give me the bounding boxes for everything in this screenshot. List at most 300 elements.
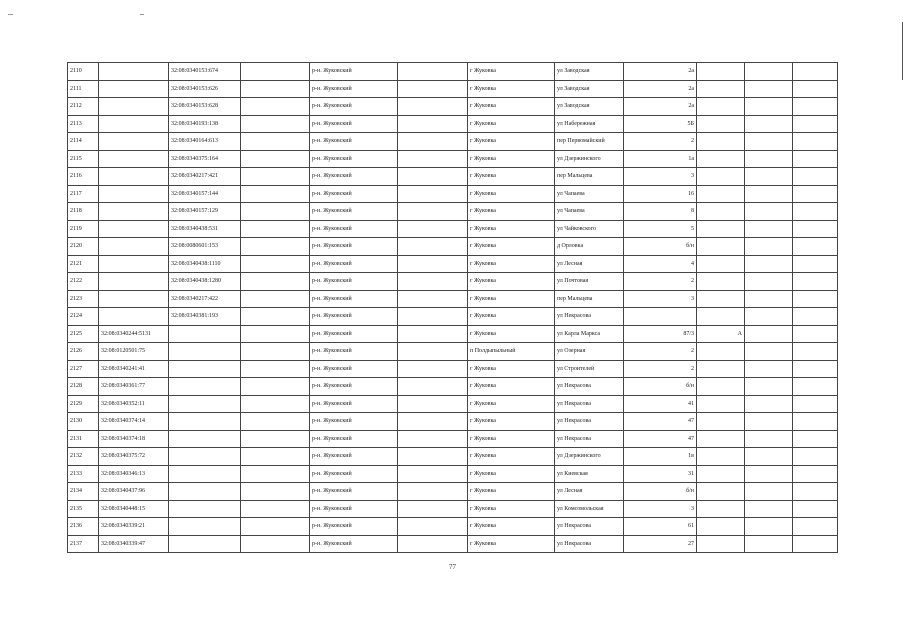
district-cell: р-н. Жуковский (310, 133, 398, 151)
house-number-cell: 8 (624, 203, 697, 221)
locality-cell: г Жуковка (468, 220, 555, 238)
table-row (68, 255, 838, 273)
table-row (68, 168, 838, 186)
empty-cell (241, 273, 310, 291)
cadastral-number-alt-cell (169, 535, 241, 553)
locality-cell: г Жуковка (468, 168, 555, 186)
locality-cell: г Жуковка (468, 238, 555, 256)
empty-cell (241, 308, 310, 326)
street-cell: ул Некрасова (555, 308, 624, 326)
empty-cell (793, 448, 838, 466)
empty-cell (745, 150, 793, 168)
empty-cell (398, 518, 468, 536)
street-cell: ул Чапаева (555, 185, 624, 203)
locality-cell: г Жуковка (468, 273, 555, 291)
empty-cell (793, 430, 838, 448)
empty-cell (793, 290, 838, 308)
empty-cell (745, 465, 793, 483)
empty-cell (745, 168, 793, 186)
cadastral-number-alt-cell (169, 378, 241, 396)
cadastral-number-cell: 32:08:0340448:15 (99, 500, 169, 518)
cadastral-number-cell (99, 238, 169, 256)
building-letter-cell (697, 430, 745, 448)
building-letter-cell (697, 98, 745, 116)
cadastral-number-cell (99, 98, 169, 116)
empty-cell (745, 133, 793, 151)
empty-cell (745, 185, 793, 203)
street-cell: ул Некрасова (555, 518, 624, 536)
house-number-cell: 2 (624, 133, 697, 151)
row-number-cell: 2112 (68, 98, 99, 116)
house-number-cell: 2 (624, 360, 697, 378)
locality-cell: г Жуковка (468, 448, 555, 466)
cadastral-number-alt-cell (169, 343, 241, 361)
house-number-cell: 16 (624, 185, 697, 203)
empty-cell (793, 343, 838, 361)
row-number-cell: 2110 (68, 63, 99, 81)
cadastral-number-alt-cell: 32:08:0340157:129 (169, 203, 241, 221)
empty-cell (398, 63, 468, 81)
table-row (68, 535, 838, 553)
empty-cell (241, 220, 310, 238)
locality-cell: г Жуковка (468, 133, 555, 151)
locality-cell: г Жуковка (468, 203, 555, 221)
empty-cell (398, 80, 468, 98)
table-row (68, 325, 838, 343)
street-cell: ул Заводская (555, 63, 624, 81)
row-number-cell: 2121 (68, 255, 99, 273)
building-letter-cell (697, 343, 745, 361)
empty-cell (793, 465, 838, 483)
street-cell: д Орловка (555, 238, 624, 256)
building-letter-cell (697, 80, 745, 98)
house-number-cell: 3 (624, 290, 697, 308)
empty-cell (793, 360, 838, 378)
locality-cell: г Жуковка (468, 483, 555, 501)
row-number-cell: 2122 (68, 273, 99, 291)
building-letter-cell (697, 413, 745, 431)
table-row (68, 150, 838, 168)
empty-cell (793, 133, 838, 151)
street-cell: ул Некрасова (555, 395, 624, 413)
empty-cell (398, 290, 468, 308)
empty-cell (241, 238, 310, 256)
table-row (68, 413, 838, 431)
table-row (68, 500, 838, 518)
house-number-cell: 41 (624, 395, 697, 413)
empty-cell (793, 255, 838, 273)
empty-cell (241, 185, 310, 203)
building-letter-cell (697, 220, 745, 238)
building-letter-cell (697, 378, 745, 396)
cadastral-number-alt-cell (169, 500, 241, 518)
house-number-cell: 2а (624, 63, 697, 81)
empty-cell (241, 500, 310, 518)
empty-cell (745, 290, 793, 308)
district-cell: р-н. Жуковский (310, 500, 398, 518)
district-cell: р-н. Жуковский (310, 483, 398, 501)
cadastral-number-cell (99, 185, 169, 203)
cadastral-number-alt-cell (169, 360, 241, 378)
building-letter-cell (697, 133, 745, 151)
empty-cell (745, 203, 793, 221)
district-cell: р-н. Жуковский (310, 220, 398, 238)
empty-cell (745, 273, 793, 291)
empty-cell (398, 378, 468, 396)
street-cell: ул Почтовая (555, 273, 624, 291)
district-cell: р-н. Жуковский (310, 63, 398, 81)
street-cell: ул Чайковского (555, 220, 624, 238)
cadastral-number-cell: 32:08:0340375:72 (99, 448, 169, 466)
district-cell: р-н. Жуковский (310, 203, 398, 221)
empty-cell (398, 185, 468, 203)
empty-cell (793, 413, 838, 431)
street-cell: ул Некрасова (555, 378, 624, 396)
building-letter-cell (697, 308, 745, 326)
empty-cell (793, 273, 838, 291)
street-cell: ул Некрасова (555, 535, 624, 553)
house-number-cell: 2 (624, 273, 697, 291)
district-cell: р-н. Жуковский (310, 430, 398, 448)
empty-cell (241, 150, 310, 168)
row-number-cell: 2120 (68, 238, 99, 256)
row-number-cell: 2127 (68, 360, 99, 378)
empty-cell (745, 325, 793, 343)
row-number-cell: 2128 (68, 378, 99, 396)
street-cell: ул Набережная (555, 115, 624, 133)
locality-cell: г Жуковка (468, 360, 555, 378)
empty-cell (398, 483, 468, 501)
empty-cell (241, 115, 310, 133)
empty-cell (793, 238, 838, 256)
cadastral-number-alt-cell: 32:08:0340153:674 (169, 63, 241, 81)
empty-cell (398, 98, 468, 116)
row-number-cell: 2124 (68, 308, 99, 326)
empty-cell (241, 290, 310, 308)
cadastral-number-cell (99, 220, 169, 238)
scan-mark (140, 14, 144, 15)
cadastral-number-alt-cell (169, 483, 241, 501)
empty-cell (398, 413, 468, 431)
house-number-cell: 1в (624, 448, 697, 466)
empty-cell (745, 63, 793, 81)
row-number-cell: 2116 (68, 168, 99, 186)
scan-mark (8, 14, 13, 15)
house-number-cell: б/н (624, 378, 697, 396)
building-letter-cell: А (697, 325, 745, 343)
building-letter-cell (697, 203, 745, 221)
empty-cell (745, 238, 793, 256)
table-row (68, 220, 838, 238)
house-number-cell: б/н (624, 238, 697, 256)
building-letter-cell (697, 483, 745, 501)
table-row (68, 483, 838, 501)
district-cell: р-н. Жуковский (310, 255, 398, 273)
empty-cell (398, 150, 468, 168)
empty-cell (745, 378, 793, 396)
table-row (68, 378, 838, 396)
house-number-cell: 5 (624, 220, 697, 238)
empty-cell (398, 465, 468, 483)
locality-cell: г Жуковка (468, 535, 555, 553)
empty-cell (745, 483, 793, 501)
house-number-cell: 4 (624, 255, 697, 273)
table-row (68, 518, 838, 536)
cadastral-number-cell: 32:08:0340339:47 (99, 535, 169, 553)
cadastral-number-alt-cell: 32:08:0340164:613 (169, 133, 241, 151)
house-number-cell: 87/3 (624, 325, 697, 343)
locality-cell: г Жуковка (468, 185, 555, 203)
locality-cell: г Жуковка (468, 290, 555, 308)
cadastral-number-cell: 32:08:0340374:14 (99, 413, 169, 431)
empty-cell (241, 448, 310, 466)
cadastral-number-alt-cell (169, 395, 241, 413)
cadastral-number-cell (99, 63, 169, 81)
house-number-cell: 3 (624, 500, 697, 518)
empty-cell (241, 360, 310, 378)
empty-cell (745, 360, 793, 378)
empty-cell (398, 203, 468, 221)
street-cell: ул Заводская (555, 98, 624, 116)
locality-cell: г Жуковка (468, 63, 555, 81)
empty-cell (793, 325, 838, 343)
row-number-cell: 2119 (68, 220, 99, 238)
empty-cell (398, 133, 468, 151)
empty-cell (745, 220, 793, 238)
district-cell: р-н. Жуковский (310, 80, 398, 98)
row-number-cell: 2113 (68, 115, 99, 133)
empty-cell (241, 63, 310, 81)
empty-cell (241, 535, 310, 553)
cadastral-number-cell: 32:08:0340361:77 (99, 378, 169, 396)
table-row (68, 63, 838, 81)
table-row (68, 448, 838, 466)
empty-cell (745, 115, 793, 133)
building-letter-cell (697, 465, 745, 483)
locality-cell: г Жуковка (468, 395, 555, 413)
empty-cell (793, 483, 838, 501)
building-letter-cell (697, 255, 745, 273)
cadastral-number-cell (99, 80, 169, 98)
cadastral-number-cell (99, 168, 169, 186)
table-row (68, 80, 838, 98)
house-number-cell: 31 (624, 465, 697, 483)
cadastral-number-alt-cell (169, 325, 241, 343)
empty-cell (241, 255, 310, 273)
cadastral-number-alt-cell: 32:08:0340438:531 (169, 220, 241, 238)
district-cell: р-н. Жуковский (310, 150, 398, 168)
row-number-cell: 2132 (68, 448, 99, 466)
cadastral-number-alt-cell (169, 448, 241, 466)
empty-cell (745, 500, 793, 518)
building-letter-cell (697, 150, 745, 168)
empty-cell (793, 308, 838, 326)
cadastral-number-alt-cell: 32:08:0340157:144 (169, 185, 241, 203)
table-row (68, 203, 838, 221)
empty-cell (745, 448, 793, 466)
cadastral-number-cell (99, 290, 169, 308)
cadastral-number-alt-cell: 32:08:0340153:626 (169, 80, 241, 98)
locality-cell: г Жуковка (468, 255, 555, 273)
street-cell: пер Первомайский (555, 133, 624, 151)
house-number-cell: б/н (624, 483, 697, 501)
locality-cell: г Жуковка (468, 150, 555, 168)
cadastral-number-alt-cell: 32:08:0340438:1280 (169, 273, 241, 291)
locality-cell: г Жуковка (468, 430, 555, 448)
empty-cell (793, 115, 838, 133)
building-letter-cell (697, 115, 745, 133)
house-number-cell: 47 (624, 430, 697, 448)
empty-cell (398, 273, 468, 291)
building-letter-cell (697, 500, 745, 518)
locality-cell: г Жуковка (468, 518, 555, 536)
cadastral-number-alt-cell: 32:08:0080601:153 (169, 238, 241, 256)
locality-cell: г Жуковка (468, 80, 555, 98)
row-number-cell: 2114 (68, 133, 99, 151)
table-row (68, 430, 838, 448)
cadastral-number-cell: 32:08:0340437:96 (99, 483, 169, 501)
cadastral-number-alt-cell: 32:08:0340193:138 (169, 115, 241, 133)
building-letter-cell (697, 518, 745, 536)
empty-cell (398, 168, 468, 186)
empty-cell (745, 395, 793, 413)
empty-cell (398, 220, 468, 238)
empty-cell (241, 343, 310, 361)
house-number-cell: 61 (624, 518, 697, 536)
house-number-cell: 2 (624, 343, 697, 361)
street-cell: ул Чапаева (555, 203, 624, 221)
row-number-cell: 2125 (68, 325, 99, 343)
district-cell: р-н. Жуковский (310, 238, 398, 256)
cadastral-number-cell: 32:08:0340346:13 (99, 465, 169, 483)
empty-cell (793, 518, 838, 536)
district-cell: р-н. Жуковский (310, 535, 398, 553)
cadastral-number-alt-cell (169, 430, 241, 448)
building-letter-cell (697, 63, 745, 81)
house-number-cell (624, 308, 697, 326)
row-number-cell: 2118 (68, 203, 99, 221)
page-edge-rule (902, 22, 903, 80)
empty-cell (241, 378, 310, 396)
table-row (68, 343, 838, 361)
row-number-cell: 2111 (68, 80, 99, 98)
empty-cell (241, 465, 310, 483)
building-letter-cell (697, 535, 745, 553)
street-cell: ул Киевская (555, 465, 624, 483)
empty-cell (793, 63, 838, 81)
empty-cell (745, 518, 793, 536)
cadastral-number-alt-cell (169, 518, 241, 536)
empty-cell (241, 325, 310, 343)
empty-cell (793, 80, 838, 98)
district-cell: р-н. Жуковский (310, 395, 398, 413)
district-cell: р-н. Жуковский (310, 448, 398, 466)
house-number-cell: 1а (624, 150, 697, 168)
table-row (68, 395, 838, 413)
house-number-cell: 3 (624, 168, 697, 186)
row-number-cell: 2135 (68, 500, 99, 518)
building-letter-cell (697, 238, 745, 256)
district-cell: р-н. Жуковский (310, 325, 398, 343)
row-number-cell: 2126 (68, 343, 99, 361)
street-cell: ул Комсомольская (555, 500, 624, 518)
street-cell: ул Некрасова (555, 430, 624, 448)
cadastral-number-alt-cell: 32:08:0340375:164 (169, 150, 241, 168)
row-number-cell: 2123 (68, 290, 99, 308)
cadastral-number-alt-cell: 32:08:0340217:421 (169, 168, 241, 186)
cadastral-number-alt-cell: 32:08:0340217:422 (169, 290, 241, 308)
row-number-cell: 2115 (68, 150, 99, 168)
empty-cell (241, 430, 310, 448)
cadastral-number-alt-cell: 32:08:0340438:1110 (169, 255, 241, 273)
empty-cell (241, 203, 310, 221)
empty-cell (398, 535, 468, 553)
registry-table (67, 62, 838, 553)
table-row (68, 290, 838, 308)
table-row (68, 273, 838, 291)
district-cell: р-н. Жуковский (310, 185, 398, 203)
locality-cell: г Жуковка (468, 465, 555, 483)
street-cell: пер Мальцева (555, 168, 624, 186)
row-number-cell: 2137 (68, 535, 99, 553)
cadastral-number-cell (99, 203, 169, 221)
row-number-cell: 2129 (68, 395, 99, 413)
empty-cell (398, 395, 468, 413)
empty-cell (745, 430, 793, 448)
empty-cell (745, 98, 793, 116)
row-number-cell: 2131 (68, 430, 99, 448)
cadastral-number-cell: 32:08:0340244:5131 (99, 325, 169, 343)
building-letter-cell (697, 448, 745, 466)
empty-cell (398, 360, 468, 378)
empty-cell (241, 518, 310, 536)
district-cell: р-н. Жуковский (310, 343, 398, 361)
building-letter-cell (697, 168, 745, 186)
empty-cell (793, 168, 838, 186)
cadastral-number-cell (99, 308, 169, 326)
street-cell: ул Лесная (555, 483, 624, 501)
empty-cell (398, 500, 468, 518)
district-cell: р-н. Жуковский (310, 168, 398, 186)
cadastral-number-cell: 32:08:0340352:11 (99, 395, 169, 413)
locality-cell: г Жуковка (468, 413, 555, 431)
district-cell: р-н. Жуковский (310, 98, 398, 116)
locality-cell: г Жуковка (468, 308, 555, 326)
cadastral-number-cell (99, 133, 169, 151)
empty-cell (793, 378, 838, 396)
table-row (68, 133, 838, 151)
empty-cell (793, 98, 838, 116)
locality-cell: г Жуковка (468, 500, 555, 518)
row-number-cell: 2130 (68, 413, 99, 431)
empty-cell (398, 343, 468, 361)
empty-cell (398, 430, 468, 448)
empty-cell (793, 150, 838, 168)
cadastral-number-alt-cell (169, 413, 241, 431)
row-number-cell: 2136 (68, 518, 99, 536)
cadastral-number-cell: 32:08:0340374:18 (99, 430, 169, 448)
street-cell: пер Мальцева (555, 290, 624, 308)
building-letter-cell (697, 395, 745, 413)
table-row (68, 115, 838, 133)
district-cell: р-н. Жуковский (310, 115, 398, 133)
empty-cell (398, 255, 468, 273)
empty-cell (793, 535, 838, 553)
cadastral-number-alt-cell: 32:08:0340381:193 (169, 308, 241, 326)
empty-cell (241, 133, 310, 151)
empty-cell (241, 168, 310, 186)
cadastral-number-cell: 32:08:0340241:41 (99, 360, 169, 378)
